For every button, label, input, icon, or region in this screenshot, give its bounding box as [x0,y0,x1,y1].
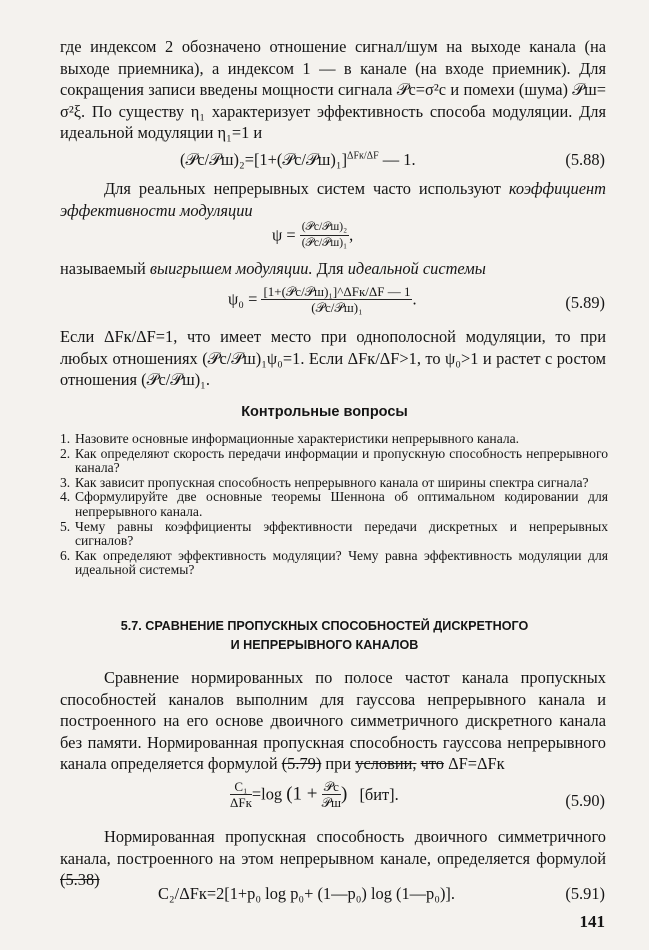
term-modulation-gain: выигрышем модуляции. [149,259,313,278]
eq588-exponent: ΔFк/ΔF [347,150,379,162]
question-number: 5. [60,518,71,534]
eq590-number: (5.90) [565,791,605,810]
eq590-lden: ΔFк [230,795,252,810]
eq588-lhs: (𝒫c/𝒫ш)₂=[1+(𝒫c/𝒫ш)₁] [180,150,348,169]
eq589-number: (5.89) [565,293,605,312]
term-modulation-efficiency: коэффициент эффективности модуляции [60,179,606,220]
para2-lead: Для реальных непрерывных систем часто используют [104,179,509,198]
eq589-numerator: [1+(𝒫c/𝒫ш)₁]^ΔFк/ΔF — 1 [263,284,411,299]
eq590-left-fraction [230,780,252,809]
eq590-mid: =log [251,784,283,804]
paragraph-gain [60,258,606,280]
section-heading-line1: 5.7. СРАВНЕНИЕ ПРОПУСКНЫХ СПОСОБНОСТЕЙ ДИСКРЕТНОГО [120,619,529,633]
question-text: Как определяют скорость передачи информации и пропускную способность непрерывного канала? [75,445,608,476]
question-text: Как зависит пропускная способность непрерывного канала от ширины спектра сигнала? [75,474,589,490]
questions-list [60,432,608,578]
psi-fraction [300,221,349,250]
equation-5-90 [230,780,399,809]
eq589-lhs: ψ₀ = [228,289,258,309]
para5-main: Сравнение нормированных по полосе частот канала пропускных способностей каналов выполним для гауссова непрерывного канала и построенного на его основе двоичного симметричного дискретного канала без памяти. Нормированная пропускная способность гауссова непрерывного канала определяется формулой [60,668,606,774]
eq590-pden: 𝒫ш [321,795,342,810]
question-item [60,549,608,578]
eq589-dot: . [412,289,417,309]
eq590-paren-close: ) [341,783,348,805]
para3-lead: называемый [60,259,150,278]
question-item [60,520,608,549]
struck-word-that: что [420,754,444,774]
question-number: 6. [60,547,71,563]
equation-psi [272,221,353,250]
para5-end: ΔF=ΔFк [443,754,505,774]
term-ideal-system: идеальной системы [347,259,486,278]
struck-word-condition: условии, [355,754,417,774]
eq588-rhs: — 1. [382,150,416,169]
eq590-inner-fraction [322,780,341,809]
paragraph-single-sideband: Если ΔFк/ΔF=1, что имеет место при однополосной модуляции, то при любых отношениях (𝒫c/𝒫ш)₁ψ₀=1. Если ΔFк/ΔF>1, то ψ₀>1 и растет с ростом отношения (𝒫c/𝒫ш)₁. [60,327,606,390]
question-item [60,476,608,491]
question-text: Назовите основные информационные характеристики непрерывного канала. [75,431,520,446]
paragraph-comparison [60,667,606,775]
eq591-number: (5.91) [565,884,605,903]
question-text: Как определяют эффективность модуляции? Чему равна эффективность модуляции для идеальной системы? [75,547,608,578]
question-item [60,490,608,519]
question-text: Сформулируйте две основные теоремы Шеннона об оптимальном кодировании для непрерывного канала. [75,489,608,519]
para5-m1: при [321,754,356,774]
question-number: 2. [60,445,71,461]
psi-comma: , [349,225,354,245]
psi-denominator: (𝒫c/𝒫ш)₁ [301,237,348,249]
equation-5-88 [180,150,416,170]
questions-heading: Контрольные вопросы [241,404,408,420]
question-text: Чему равны коэффициенты эффективности передачи дискретных и непрерывных сигналов? [75,518,608,549]
equation-5-89 [228,285,417,314]
question-number: 4. [60,489,71,505]
question-number: 1. [60,431,71,446]
struck-ref-5-79: (5.79) [281,754,322,774]
question-item [60,447,608,476]
eq589-denominator: (𝒫c/𝒫ш)₁ [311,300,363,315]
eq588-number: (5.88) [565,150,605,169]
psi-lhs: ψ = [272,225,296,245]
eq590-lnum: C₁ [230,780,252,795]
eq590-unit: [бит]. [359,784,399,804]
equation-5-91: C₂/ΔFк=2[1+p₀ log p₀+ (1—p₀) log (1—p₀)]. [158,884,455,903]
para6-main: Нормированная пропускная способность двоичного симметричного канала, построенного на этом непрерывном канале, определяется формулой [60,827,606,868]
eq589-fraction [261,285,412,314]
section-heading-line2: И НЕПРЕРЫВНОГО КАНАЛОВ [230,638,419,652]
eq590-pnum: 𝒫c [322,780,341,795]
psi-numerator: (𝒫c/𝒫ш)₂ [300,221,349,236]
paragraph-intro: где индексом 2 обозначено отношение сигнал/шум на выходе канала (на выходе приемника), а индексом 1 — в канале (на входе приемник). Для сокращения записи введены мощности сигнала 𝒫c=σ²c и помехи (шума) 𝒫ш= σ²ξ. По существу η₁ характеризует эффективность способа модуляции. Для идеальной модуляции η₁=1 и [60,37,606,143]
para3-mid: Для [312,259,348,278]
question-number: 3. [60,474,71,490]
eq590-paren-open: (1 + [286,783,318,805]
question-item [60,432,608,447]
paragraph-real-systems [60,178,606,221]
paragraph-binary-channel [60,826,606,891]
page-number: 141 [579,912,605,931]
struck-ref-5-38: (5.38) [60,870,100,890]
